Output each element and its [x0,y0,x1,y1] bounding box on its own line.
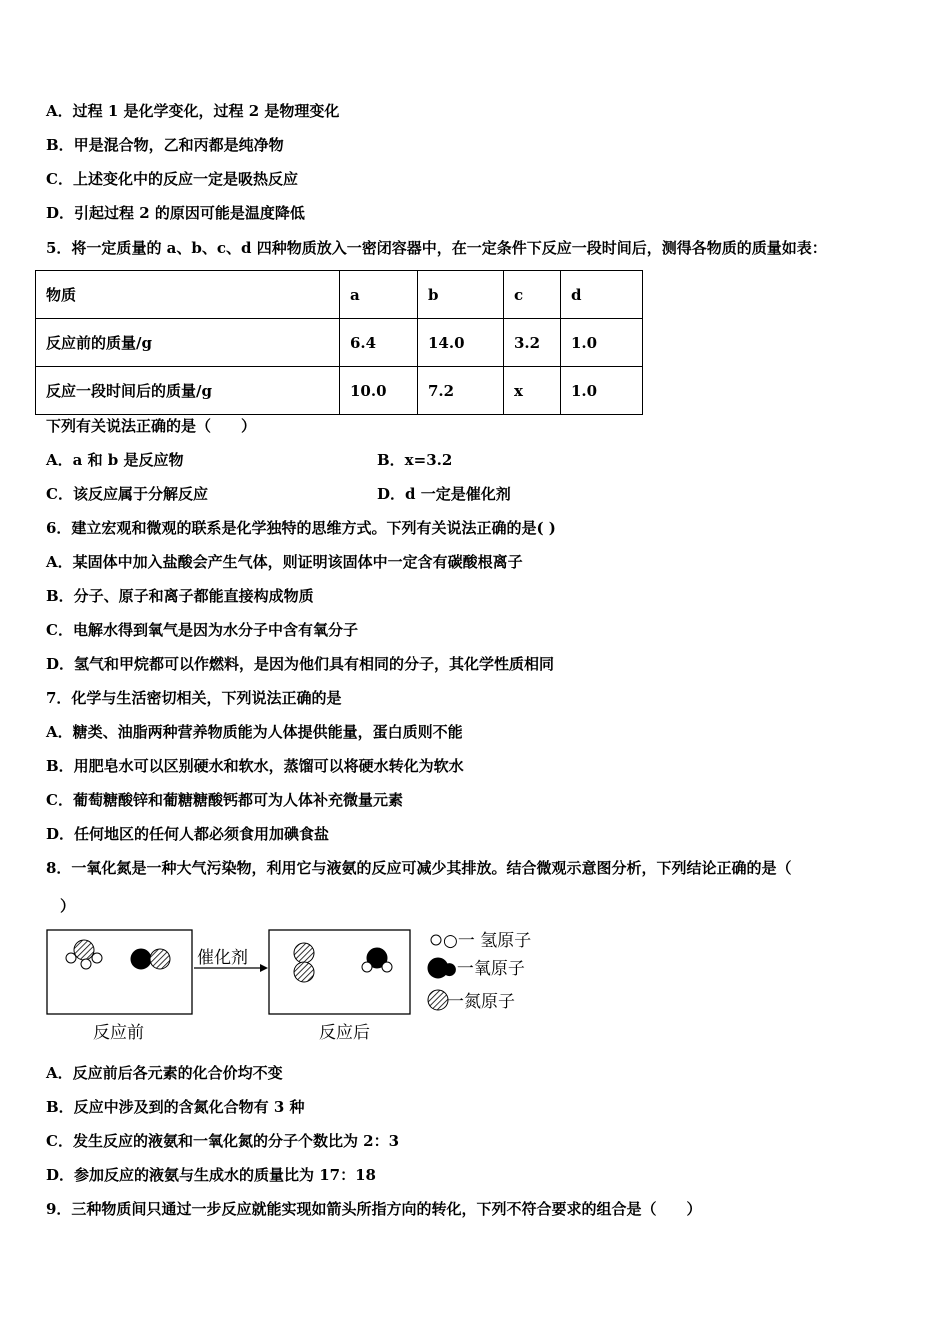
q4-option-d: D．引起过程 2 的原因可能是温度降低 [46,204,305,222]
reaction-diagram [40,920,540,1048]
table-cell: x [504,367,561,415]
q8-stem-close: ） [60,897,76,915]
table-cell: 7.2 [418,367,504,415]
q8-stem: 8．一氧化氮是一种大气污染物，利用它与液氨的反应可减少其排放。结合微观示意图分析，下列结论正确的是（ [46,859,792,877]
q6-option-d: D．氢气和甲烷都可以作燃料，是因为他们具有相同的分子，其化学性质相同 [46,655,555,673]
q4-option-a: A．过程 1 是化学变化，过程 2 是物理变化 [46,102,340,120]
legend-hydrogen: ○一 氢原子 [443,931,532,951]
q5-prompt: 下列有关说法正确的是（ ） [46,417,257,435]
table-cell: 反应前的质量/g [36,319,340,367]
q7-option-c: C．葡萄糖酸锌和葡糖糖酸钙都可为人体补充微量元素 [46,791,403,809]
q5-option-a: A．a 和 b 是反应物 [46,451,184,469]
q8-option-c: C．发生反应的液氨和一氧化氮的分子个数比为 2：3 [46,1132,400,1150]
nitrogen-legend-icon [428,990,448,1010]
q8-option-d: D．参加反应的液氨与生成水的质量比为 17：18 [46,1166,376,1184]
table-cell: 反应一段时间后的质量/g [36,367,340,415]
q6-option-b: B．分子、原子和离子都能直接构成物质 [46,587,314,605]
mass-table [35,270,643,415]
table-cell: 3.2 [504,319,561,367]
nitrogen-molecule [294,943,314,982]
table-cell: 10.0 [340,367,418,415]
water-molecule [362,948,392,972]
table-row [36,319,643,367]
q7-stem: 7．化学与生活密切相关，下列说法正确的是 [46,689,342,707]
before-label: 反应前 [93,1023,144,1043]
q7-option-a: A．糖类、油脂两种营养物质能为人体提供能量，蛋白质则不能 [46,723,463,741]
q6-option-a: A．某固体中加入盐酸会产生气体，则证明该固体中一定含有碳酸根离子 [46,553,523,571]
after-label: 反应后 [319,1023,370,1043]
table-cell: c [504,271,561,319]
table-cell: 物质 [36,271,340,319]
q5-option-d: D．d 一定是催化剂 [377,485,511,503]
table-header-row [36,271,643,319]
table-cell: 14.0 [418,319,504,367]
table-cell: 6.4 [340,319,418,367]
catalyst-label: 催化剂 [197,948,248,968]
ammonia-molecule [66,940,102,969]
q5-option-c: C．该反应属于分解反应 [46,485,208,503]
table-cell: a [340,271,418,319]
table-cell: 1.0 [561,367,643,415]
q4-option-c: C．上述变化中的反应一定是吸热反应 [46,170,298,188]
q8-option-b: B．反应中涉及到的含氮化合物有 3 种 [46,1098,305,1116]
q7-option-d: D．任何地区的任何人都必须食用加碘食盐 [46,825,330,843]
q7-option-b: B．用肥皂水可以区别硬水和软水，蒸馏可以将硬水转化为软水 [46,757,464,775]
q6-option-c: C．电解水得到氧气是因为水分子中含有氧分子 [46,621,358,639]
q5-stem: 5．将一定质量的 a、b、c、d 四种物质放入一密闭容器中，在一定条件下反应一段时间后，测得各物质的质量如表： [46,239,827,257]
q8-option-a: A．反应前后各元素的化合价均不变 [46,1064,283,1082]
hydrogen-legend-icon [431,935,441,945]
table-cell: 1.0 [561,319,643,367]
nitric-oxide-molecule [131,949,170,969]
before-box [47,930,192,1014]
arrowhead [260,964,268,972]
q6-stem: 6．建立宏观和微观的联系是化学独特的思维方式。下列有关说法正确的是( ) [46,519,556,537]
q9-stem: 9．三种物质间只通过一步反应就能实现如箭头所指方向的转化，下列不符合要求的组合是（ ） [46,1200,702,1218]
q4-option-b: B．甲是混合物，乙和丙都是纯净物 [46,136,284,154]
table-cell: d [561,271,643,319]
table-row [36,367,643,415]
legend-oxygen: ●一氧原子 [442,959,525,979]
q5-option-b: B．x=3.2 [377,451,453,469]
legend-nitrogen: 一氮原子 [447,992,515,1012]
table-cell: b [418,271,504,319]
